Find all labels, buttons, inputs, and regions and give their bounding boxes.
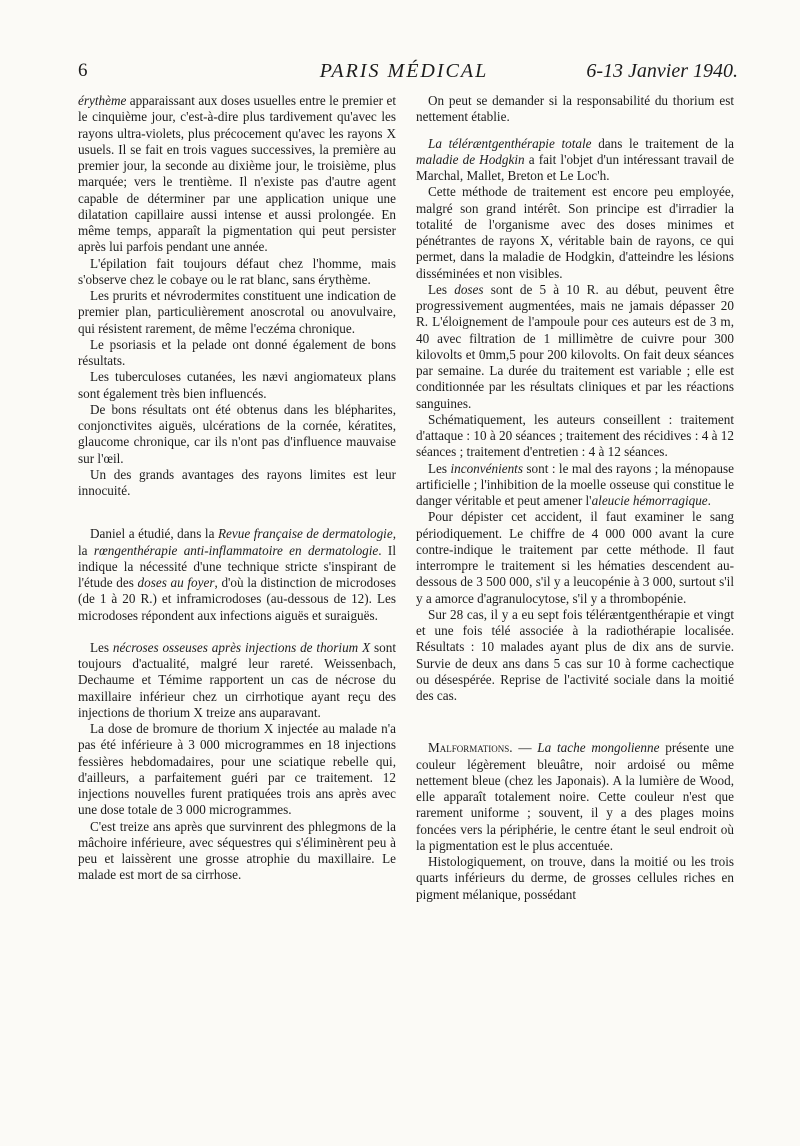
paragraph-text: sont : le mal des rayons ; la ménopause artificielle ; l'inhibition de la moelle osseuse qui constitue le danger véritable et peut amener l' <box>416 460 734 508</box>
paragraph-treize-ans: C'est treize ans après que survinrent des phlegmons de la mâchoire inférieure, avec séquestres qui s'éliminèrent peu à peu et laissèrent une grosse atrophie du maxillaire. Le malade est mort de sa cirrhose. <box>78 818 396 883</box>
paragraph-text: Les <box>428 460 451 476</box>
issue-date: 6-13 Janvier 1940. <box>586 60 738 82</box>
paragraph-tuberculoses: Les tuberculoses cutanées, les nævi angiomateux plans sont également très bien influencés. <box>78 369 396 401</box>
italic-term: Revue française de dermatologie <box>217 526 393 542</box>
page-header <box>70 60 738 86</box>
section-heading: Malformations. <box>428 740 513 756</box>
paragraph-histologiquement: Histologiquement, on trouve, dans la moitié ou les trois quarts inférieurs du derme, de grosses cellules riches en pigment mélanique, possédant <box>416 854 734 902</box>
paragraph-erytheme <box>78 93 396 256</box>
paragraph-text: sont toujours d'actualité, malgré leur rareté. Weissenbach, Dechaume et Témime rapportent un cas de nécrose du maxillaire inférieur chez un cirrhotique ayant reçu des injections de thorium X treize ans auparavant. <box>78 639 396 720</box>
paragraph-text: dans le traitement de la <box>591 135 734 151</box>
paragraph-resultats: Sur 28 cas, il y a eu sept fois téléræntgenthérapie et vingt et une fois télé associée à la radiothérapie localisée. Résultats : 10 malades ayant plus de dix ans de survie. Survie de deux ans dans 5 cas sur 10 à forme cachectique ou désespérée. Reprise de l'activité sociale dans la moitié des cas. <box>416 606 734 703</box>
left-column <box>78 93 396 884</box>
italic-term: maladie de Hodgkin <box>416 151 525 167</box>
paragraph-inconvenients <box>416 461 734 510</box>
paragraph-responsabilite: On peut se demander si la responsabilité du thorium est nettement établie. <box>416 93 734 125</box>
paragraph-dose-bromure: La dose de bromure de thorium X injectée au malade n'a pas été inférieure à 3 000 microgrammes en 18 injections fessières hebdomadaires, pour une sciatique rebelle qui, d'ailleurs, a parfaitement guéri par ce traitement. 12 injections nouvelles furent pratiquées trois ans après avec une dose totale de 3 000 microgrammes. <box>78 721 396 818</box>
italic-term: rœngenthérapie anti-inflammatoire en dermatologie <box>93 542 379 558</box>
paragraph-text: Les <box>428 281 455 297</box>
paragraph-epilation: L'épilation fait toujours défaut chez l'homme, mais s'observe chez le cobaye ou le rat blanc, sans érythème. <box>78 255 396 287</box>
right-column <box>416 93 734 903</box>
paragraph-prurits: Les prurits et névrodermites constituent une indication de premier plan, particulièrement anoscrotal ou anovulvaire, qui résistent rarement, de même l'eczéma chronique. <box>78 288 396 336</box>
paragraph-doses <box>416 282 734 412</box>
paragraph-text: sont de 5 à 10 R. au début, peuvent être progressivement augmentées, mais ne jamais dépasser 20 R. L'éloignement de l'ampoule pour ces auteurs est de 3 m, 40 avec filtration de 1 millimètre de cuivre pour 300 kilovolts et 0mm,5 pour 200 kilovolts. On fait deux séances par semaine. La durée du traitement est variable ; elle est conditionnée par les résultats cliniques et par les réactions sanguines. <box>416 281 734 411</box>
paragraph-daniel <box>78 526 396 624</box>
paragraph-schematiquement: Schématiquement, les auteurs conseillent : traitement d'attaque : 10 à 20 séances ; traitement des récidives : 4 à 12 séances ; traitement d'entretien : 4 à 12 séances. <box>416 411 734 460</box>
paragraph-blepharites: De bons résultats ont été obtenus dans les blépharites, conjonctivites aiguës, ulcérations de la cornée, kératites, glaucome chronique, car ils n'ont pas d'influence mauvaise sur l'œil. <box>78 401 396 466</box>
italic-term: inconvénients <box>450 460 523 476</box>
paragraph-innocuite: Un des grands avantages des rayons limites est leur innocuité. <box>78 466 396 498</box>
paragraph-depister: Pour dépister cet accident, il faut examiner le sang périodiquement. Le chiffre de 4 000 000 avant la cure contre-indique le traitement par cette méthode. Il faut interrompre le traitement si les hématies descendent au-dessous de 3 500 000, s'il y a leucopénie à 3 000, surtout s'il y a amorce d'agranulocytose, s'il y a thrombopénie. <box>416 509 734 606</box>
paragraph-text: , d'où la distinction de microdoses (de 1 à 20 R.) et inframicrodoses (au-dessous de 12). Les microdoses répondent aux infections aiguës et suraiguës. <box>78 575 396 623</box>
paragraph-text: Les <box>90 639 113 655</box>
paragraph-methode: Cette méthode de traitement est encore peu employée, malgré son grand intérêt. Son principe est d'irradier la totalité de l'organisme avec des doses minimes et pénétrantes de rayons X, véritable bain de rayons, ce qui permet, dans la maladie de Hodgkin, d'atteindre les lésions disséminées et non visibles. <box>416 184 734 281</box>
running-title: PARIS MÉDICAL <box>319 60 489 82</box>
paragraph-necroses <box>78 640 396 721</box>
paragraph-malformations <box>416 740 734 854</box>
paragraph-text: . Il indique la nécessité d'une technique stricte s'inspirant de l'étude des <box>78 542 396 590</box>
paragraph-teleroentgen <box>416 136 734 185</box>
italic-term: La tache mongolienne <box>537 740 660 756</box>
italic-term: La téléræntgenthérapie totale <box>428 135 592 151</box>
paragraph-psoriasis: Le psoriasis et la pelade ont donné également de bons résultats. <box>78 336 396 368</box>
paragraph-text: apparaissant aux doses usuelles entre le premier et le cinquième jour, c'est-à-dire plus tardivement qu'avec les rayons ultra-violets, plus précocement qu'avec les rayons X usuels. Il se fait en trois vagues successives, la première au premier jour, la seconde au dixième jour, le troisième, plus marquée; vers le trentième. Il n'existe pas d'autre agent capable de déterminer par une application unique une dilatation capillaire aussi intense et aussi prolongée. En même temps, apparaît la pigmentation qui peut persister après lui parfois pendant une année. <box>78 93 396 255</box>
page-number: 6 <box>78 60 88 81</box>
paragraph-text: , la <box>78 526 396 558</box>
paragraph-text: . <box>707 493 711 508</box>
paragraph-text: présente une couleur légèrement bleuâtre, noir ardoisé ou même nettement bleue (chez les Japonais). A la lumière de Wood, elle apparaît totalement noire. Cette couleur n'est que rarement uniforme ; souvent, il y a des plages moins foncées vers la périphérie, le centre étant le seul endroit où la pigmentation est le plus accentuée. <box>416 740 734 853</box>
italic-term: érythème <box>78 93 127 108</box>
italic-term: aleucie hémorragique <box>591 493 708 508</box>
paragraph-text: a fait l'objet d'un intéressant travail de Marchal, Mallet, Breton et Le Loc'h. <box>416 151 734 183</box>
paragraph-text: Daniel a étudié, dans la <box>90 526 218 542</box>
paragraph-text: — <box>512 740 538 756</box>
italic-term: doses au foyer <box>137 575 215 590</box>
italic-term: doses <box>454 281 484 297</box>
italic-term: nécroses osseuses après injections de thorium X <box>112 639 371 655</box>
